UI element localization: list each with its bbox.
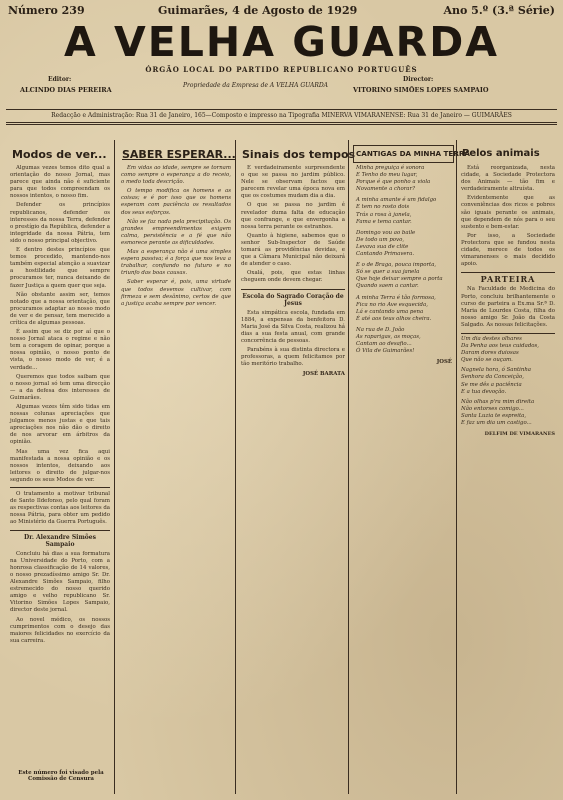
paragraph: Está reorganizada, nesta cidade, a Sociedade Protectora dos Animais — tão fim e verdadeiramente altruísta. (461, 165, 555, 193)
verse-line: As raparigas, as moças, (356, 333, 421, 340)
verse-line: Só se quer a sua janela (356, 269, 420, 276)
verse-line: Que não se ouçam. (461, 357, 513, 364)
verse-line: E tem no rosto dois (356, 204, 410, 211)
director-name: VITORINO SIMÕES LOPES SAMPAIO (353, 86, 489, 94)
masthead-rule-double (6, 124, 557, 125)
paragraph: Parabéns à sua distinta directora e professoras, a quem felicitamos por tão meritório trabalho. (241, 347, 345, 368)
column-divider (456, 140, 457, 794)
subheadline-parteira: PARTEIRA (480, 274, 536, 285)
verse-line: Cantam ao desafio... (356, 341, 412, 348)
masthead-rule-bottom (6, 122, 557, 123)
column-1 (10, 165, 110, 647)
separator (241, 289, 345, 290)
verse-line: É até aos teus olhos cheira. (356, 315, 432, 322)
property-line: Propriedade da Empresa de A VELHA GUARDA (183, 82, 328, 89)
paragraph: Mas a esperança não é uma simples espera passiva; é a força que nos leva a trabalhar, confiando no futuro e no triunfo das boas causas. (121, 249, 231, 277)
headline-sinais-dos-tempos: Sinais dos tempos (242, 148, 356, 161)
separator (10, 487, 110, 488)
verse-line: Quando saem a cantar. (356, 283, 419, 290)
verse-line: Santa Luzia te espreita, (461, 412, 527, 419)
verse-line: Ó Vila de Guimarães! (356, 348, 415, 355)
notice-paragraph: O tratamento a motivar tribunal de Santo Ildefonso, pelo qual foram as respectivas contas aos leitores da nossa Pátria, para obter um pedido ao Ministério da Guerra Português. (10, 491, 111, 526)
paragraph: Evidentemente que as conveniências dos ricos e pobres são iguais perante os animais, que dependem de nós para o seu sustento e bem-estar. (461, 195, 555, 230)
verse-line: Novamente a chorar? (356, 186, 415, 193)
verse-line: Porque é que ponho a viola (356, 179, 431, 186)
paragraph: Por isso, a Sociedade Protectora que se fundou nesta cidade, merece de todos os vimaranenses o mais decidido apoio. (461, 232, 555, 268)
paragraph: E dentro destes princípios que temos procedido, mantendo-nos também especial atenção a suavizar a hostilidade que sempre procuramos ter, nunca deixando de fazer Justiça a quem quer que seja. (10, 247, 110, 289)
paragraph: O tempo modifica os homens e as coisas; e é por isso que os homens esperam com paciência os resultados dos seus esforços. (121, 188, 231, 216)
paragraph: Mas uma vez fica aqui manifestada a nossa opinião e os nossos intentos, deixando aos leitores o direito de julgar-nos segundo os seus Modos de ver. (10, 448, 110, 483)
masthead-rule-top (6, 109, 557, 110)
verse-line: Lá e cantando uma pena (356, 308, 424, 315)
column-4 (356, 165, 452, 366)
column-divider (348, 140, 349, 794)
headline-cantigas: CANTIGAS DA MINHA TERRA (356, 149, 470, 158)
headline-pelos-animais: Pelos animais (462, 148, 540, 159)
paragraph: Saber esperar é, pois, uma virtude que todos devemos cultivar, com firmeza e sem desânimo, certos de que a justiça acaba sempre por vencer. (121, 279, 231, 307)
verse-line: De todo um povo, (356, 236, 405, 243)
editor-label: Editor: (48, 76, 72, 83)
verse-line: E o de Braga, pouca importa, (356, 262, 437, 269)
verse-line: Domingo vou ao baile (356, 229, 416, 236)
paragraph: Esta simpática escola, fundada em 1884, a expensas da benfeitora D. Maria José da Silva Costa, realizou há dias a sua festa anual, com grande concorrência de pessoas. (241, 309, 345, 345)
headline-saber-esperar: SABER ESPERAR... (122, 148, 236, 161)
masthead-credits (8, 76, 555, 106)
verse-line: Na rua de D. João (356, 326, 405, 333)
verse-line: Se me dês a paciência (461, 381, 522, 388)
separator (10, 530, 110, 531)
verse-line: Não entorses comigo... (461, 405, 524, 412)
verse-line: Senhora da Conceição, (461, 374, 524, 381)
verse-line: Daram dores duiosas (461, 350, 519, 357)
signature: DELFIM DE VIMARANES (484, 431, 555, 438)
verse-line: Um dia destes olhares (461, 335, 522, 342)
paragraph: O que se passa no jardim é revelador duma falta de educação que confrange, e que envergonha a nossa terra perante os estranhos. (241, 202, 345, 230)
paragraph: Algumas vezes têm sido tidas em nossas colunas apreciações que julgamos menos justas e que tais apreciações nos não dão o direito de nos arvorar em árbitros da opinião. (10, 404, 110, 446)
separator (461, 272, 555, 273)
column-3 (241, 165, 345, 379)
column-2 (121, 165, 231, 310)
verse-line: E faz um dia um castigo... (461, 420, 532, 426)
poem (461, 336, 555, 427)
signature: JOSÉ BARATA (302, 371, 345, 378)
verse-line: Levava sua de clite (356, 243, 409, 250)
newspaper-subtitle: ÓRGÃO LOCAL DO PARTIDO REPUBLICANO PORTUGUÊS (145, 65, 418, 74)
paragraph: Ao novel médico, os nossos cumprimentos com o desejo das maiores felicidades no exercício da sua carreira. (10, 616, 110, 644)
paragraph: É assim que se diz por aí que o nosso Jornal ataca o regime e não tem a coragem de opinar, porque a nossa opinião, o nosso ponto de vista, o nosso modo de ver, é a verdade... (10, 329, 110, 371)
year-label: Ano 5.º (3.ª Série) (443, 4, 555, 17)
column-divider (235, 140, 236, 794)
verse-line: Nagnela hora, ó Santinha (461, 367, 532, 374)
paragraph: Algumas vezes temos dito qual a orientação do nosso Jornal, mas parece que ainda não é suficiente para que todos compreendam os nossos intentos, o nosso fim. (10, 165, 110, 200)
paragraph: Defender os princípios republicanos, defender os interesses da nossa Terra, defender o prestígio da República, defender a integridade da nossa Pátria, tem sido o nosso principal objectivo. (10, 202, 110, 244)
verse-line: E a tua devoção. (461, 388, 507, 395)
place-date: Guimarães, 4 de Agosto de 1929 (158, 4, 358, 17)
paragraph: Não se faz nada pela precipitação. Os grandes empreendimentos exigem calma, persistência e a fé que não esmorece perante as dificuldades. (121, 218, 231, 246)
column-divider (114, 140, 115, 794)
verse-line: A minha amante é um fidalgo (356, 197, 437, 204)
verse-line: Cantando Primavera. (356, 251, 415, 258)
column-5 (461, 165, 555, 438)
paragraph: E verdadeiramente surpreendente o que se passa no jardim público. Nele se observam factos que parecem revelar uma época nova em que os costumes mudam dia a dia. (241, 165, 345, 200)
paragraph: Oxalá, pois, que estas linhas cheguem onde devem chegar. (241, 270, 345, 284)
verse-line: Trás a rosa à janela, (356, 211, 412, 218)
paragraph: Não obstante assim ser, temos notado que a nossa orientação, que procuramos adaptar ao nosso modo de ver e de pensar, tem merecido a crítica de algumas pessoas. (10, 291, 110, 326)
issue-number: Número 239 (8, 4, 85, 17)
signature: JOSÉ (436, 359, 452, 366)
paragraph: Concluiu há dias a sua formatura na Universidade do Porto, com a honrosa classificação de 14 valores, o nosso prezadíssimo amigo Sr. Dr. Alexandre Simões Sampaio, filho estremecido do nosso querido amigo e velho republicano Sr. Vitorino Simões Lopes Sampaio, director deste jornal. (10, 550, 110, 614)
paragraph: Em vidas ao idade, sempre se tornam como sempre o esperança a do receio, o medo toda descrição. (121, 165, 231, 186)
headline-modos-de-ver: Modos de ver... (12, 148, 107, 161)
verse-line: Não olhas p'ra mim direita (461, 398, 535, 405)
separator (461, 333, 555, 334)
paragraph: Na Faculdade de Medicina do Porto, concluiu brilhantemente o curso de parteira a Ex.ma Sr.ª D. Maria de Lourdes Costa, filha do nosso amigo Sr. João da Costa Salgado. As nossas felicitações. (461, 286, 555, 328)
director-label: Director: (403, 76, 434, 83)
censorship-note: Este número foi visado pela Comissão de Censura (18, 770, 104, 782)
newspaper-title: A VELHA GUARDA (64, 18, 499, 66)
verse-line: A minha Terra é tão formosa, (356, 294, 436, 301)
verse-line: Fama e tema cantar. (356, 218, 412, 225)
admin-line: Redacção e Administração: Rua 31 de Janeiro, 165—Composto e impresso na Tipografia MINERVA VIMARANENSE: Rua 31 de Janeiro — GUIMARÃES (51, 112, 512, 119)
verse-line: Da Penha aos teus cuidados, (461, 343, 539, 350)
verse-line: Fica no rio Ave esquecida, (356, 301, 428, 308)
paragraph: Quanto à higiene, sabemos que o senhor Sub-Inspector de Saúde tomará as providências devidas, e que a Câmara Municipal não deixará de atender o caso. (241, 232, 345, 268)
subheadline-sampaio: Dr. Alexandre Simões Sampaio (24, 533, 96, 548)
verse-line: Que hoje deixar sempre a porta (356, 276, 443, 283)
editor-name: ALCINDO DIAS PEREIRA (20, 86, 112, 94)
paragraph: Queremos que todos saibam que o nosso jornal só tem uma direcção — a da defesa dos interesses de Guimarães. (10, 373, 110, 401)
verse-line: Minha preguiça é sonora (356, 165, 425, 171)
subheadline-escola: Escola do Sagrado Coração de Jesus (242, 292, 344, 307)
verse-line: E Tenho do meu lugar, (356, 172, 418, 179)
